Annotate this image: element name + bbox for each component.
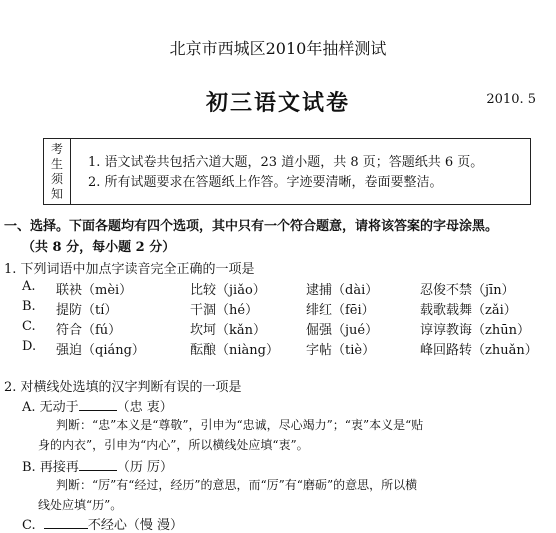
q2-option-b-judgement: 判断：“厉”有“经过，经历”的意思，而“厉”有“磨砺”的意思，所以横 [56,478,418,492]
question-2-stem: 2. 对横线处选填的汉字判断有误的一项是 [4,380,242,395]
notice-label [44,139,71,204]
q2-option-a-judgement: 判断：“忠”本义是“尊敬”，引申为“忠诚，尽心竭力”；“衷”本义是“贴 [56,418,424,432]
q1-option-item: 坎坷（kǎn） [190,323,267,338]
q2-option-c-letter: C. [22,518,36,533]
q1-option-item: 干涸（hé） [190,303,259,318]
q2-option-c [22,514,183,533]
q2-option-a-choices: （忠 衷） [116,400,173,415]
answer-blank [79,410,117,411]
q1-option-letter: D. [22,339,37,354]
notice-items [88,153,483,193]
section-title: 一、选择。下面各题均有四个选项，其中只有一个符合题意，请将该答案的字母涂黑。 [4,219,499,234]
q2-option-b-judgement: 线处应填“历”。 [38,498,123,512]
exam-date: 2010. 5 [486,92,536,107]
q1-option-item: 提防（tí） [56,303,118,318]
notice-label-char: 须 [50,171,63,186]
notice-item: 2. 所有试题要求在答题纸上作答。字迹要清晰，卷面要整洁。 [88,175,443,190]
q1-option-letter: A. [22,279,36,294]
answer-blank [79,470,117,471]
q1-option-item: 联袂（mèi） [56,283,133,298]
q2-option-a-judgement: 身的内衣”，引申为“内心”，所以横线处应填“衷”。 [38,438,309,452]
q2-option-a [22,396,173,415]
notice-item: 1. 语文试卷共包括六道大题，23 道小题，共 8 页；答题纸共 6 页。 [88,155,484,170]
q1-option-item: 倔强（jué） [306,323,379,338]
q1-option-item: 字帖（tiè） [306,343,376,358]
q2-option-b-choices: （历 厉） [116,460,173,475]
q2-option-b [22,456,173,475]
q1-option-item: 逮捕（dài） [306,283,379,298]
q1-option-item: 符合（fú） [56,323,122,338]
answer-blank [44,528,88,529]
q1-option-item: 忍俊不禁（jīn） [420,283,515,298]
q1-option-item: 绯红（fēi） [306,303,375,318]
question-1-stem: 1. 下列词语中加点字读音完全正确的一项是 [4,262,255,277]
section-subtitle: （共 8 分，每小题 2 分） [22,240,176,255]
q1-option-item: 峰回路转（zhuǎn） [420,343,538,358]
notice-label-char: 考 [50,141,63,156]
q1-option-letter: C. [22,319,36,334]
q2-option-c-text: 不经心（慢 漫） [87,518,184,533]
notice-label-char: 生 [50,156,63,171]
q1-option-item: 载歌载舞（zǎi） [420,303,517,318]
notice-label-char: 知 [50,186,63,201]
exam-header-org: 北京市西城区2010年抽样测试 [169,39,387,58]
q2-option-a-text: A. 无动于 [22,400,79,415]
q1-option-item: 比较（jiǎo） [190,283,266,298]
q1-option-letter: B. [22,299,36,314]
notice-box [43,138,531,205]
q1-option-item: 谆谆教诲（zhūn） [420,323,530,338]
q1-option-item: 酝酿（niàng） [190,343,279,358]
q1-option-item: 强迫（qiáng） [56,343,145,358]
exam-title: 初三语文试卷 [205,90,350,116]
q2-option-b-text: B. 再接再 [22,460,79,475]
